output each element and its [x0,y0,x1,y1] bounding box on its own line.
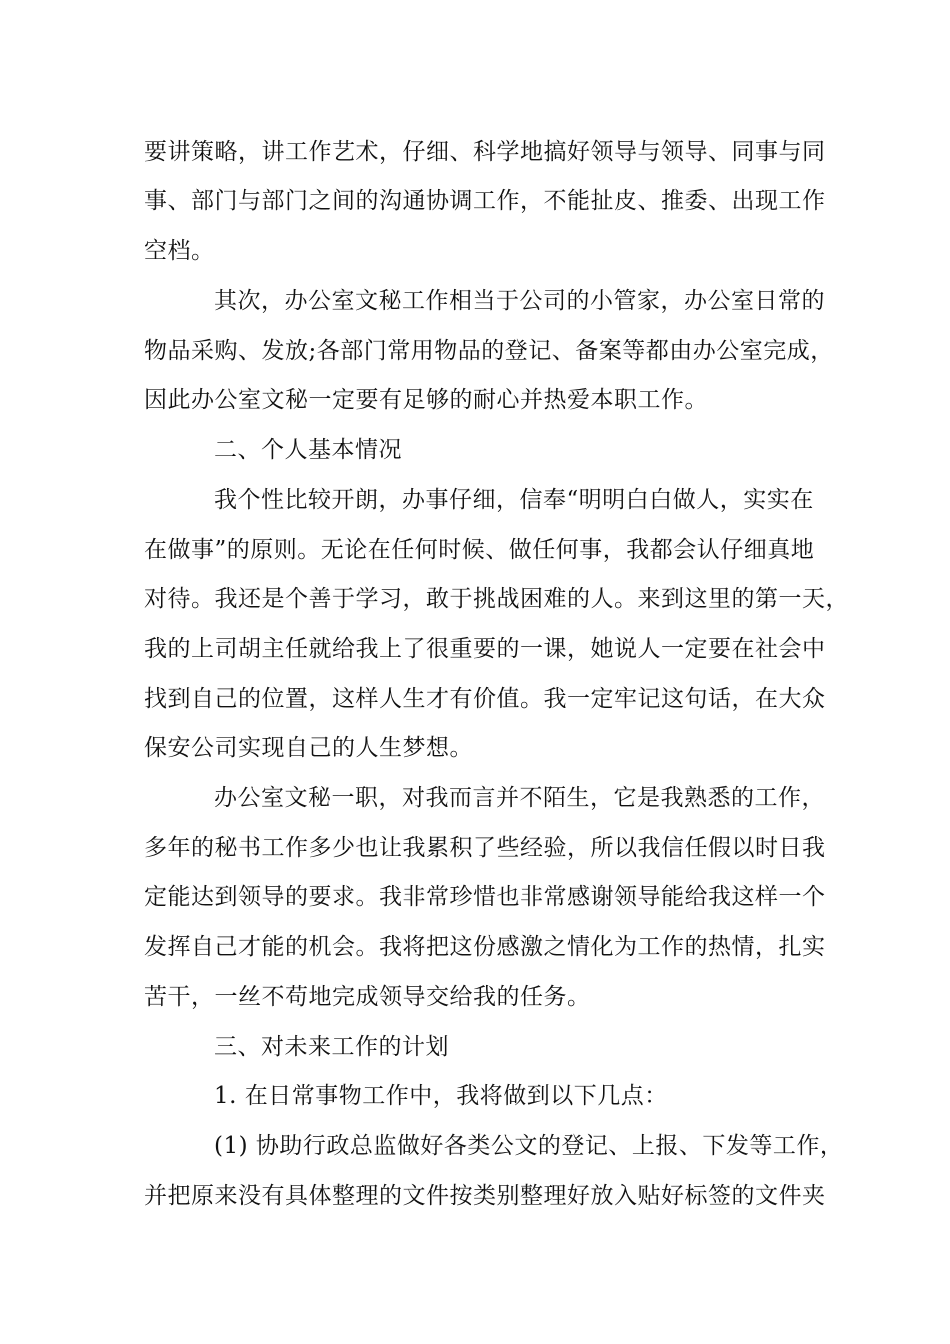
list-item-heading: 1. 在日常事物工作中，我将做到以下几点： [214,1083,668,1109]
paragraph-start-line: 我个性比较开朗，办事仔细，信奉“明明白白做人，实实在 [214,487,814,513]
text-line: 事、部门与部门之间的沟通协调工作，不能扯皮、推委、出现工作 [144,188,826,214]
text-line: 空档。 [144,238,215,264]
section-heading: 二、个人基本情况 [214,437,402,463]
text-line: 并把原来没有具体整理的文件按类别整理好放入贴好标签的文件夹 [144,1183,826,1209]
text-line: 找到自己的位置，这样人生才有价值。我一定牢记这句话，在大众 [144,686,826,712]
text-line: 我的上司胡主任就给我上了很重要的一课，她说人一定要在社会中 [144,636,826,662]
text-line: 定能达到领导的要求。我非常珍惜也非常感谢领导能给我这样一个 [144,884,826,910]
text-line: 对待。我还是个善于学习，敢于挑战困难的人。来到这里的第一天， [144,586,849,612]
list-item-line: (1) 协助行政总监做好各类公文的登记、上报、下发等工作， [214,1133,844,1159]
text-line: 发挥自己才能的机会。我将把这份感激之情化为工作的热情，扎实 [144,934,826,960]
paragraph-start-line: 其次，办公室文秘工作相当于公司的小管家，办公室日常的 [214,288,825,314]
section-heading: 三、对未来工作的计划 [214,1034,449,1060]
text-line: 苦干，一丝不苟地完成领导交给我的任务。 [144,984,591,1010]
text-line: 在做事”的原则。无论在任何时候、做任何事，我都会认仔细真地 [144,537,815,563]
text-line: 要讲策略，讲工作艺术，仔细、科学地搞好领导与领导、同事与同 [144,139,826,165]
text-line: 多年的秘书工作多少也让我累积了些经验，所以我信任假以时日我 [144,835,826,861]
text-line: 物品采购、发放;各部门常用物品的登记、备案等都由办公室完成， [144,338,834,364]
paragraph-start-line: 办公室文秘一职，对我而言并不陌生，它是我熟悉的工作， [214,785,825,811]
text-line: 保安公司实现自己的人生梦想。 [144,735,473,761]
text-line: 因此办公室文秘一定要有足够的耐心并热爱本职工作。 [144,387,708,413]
